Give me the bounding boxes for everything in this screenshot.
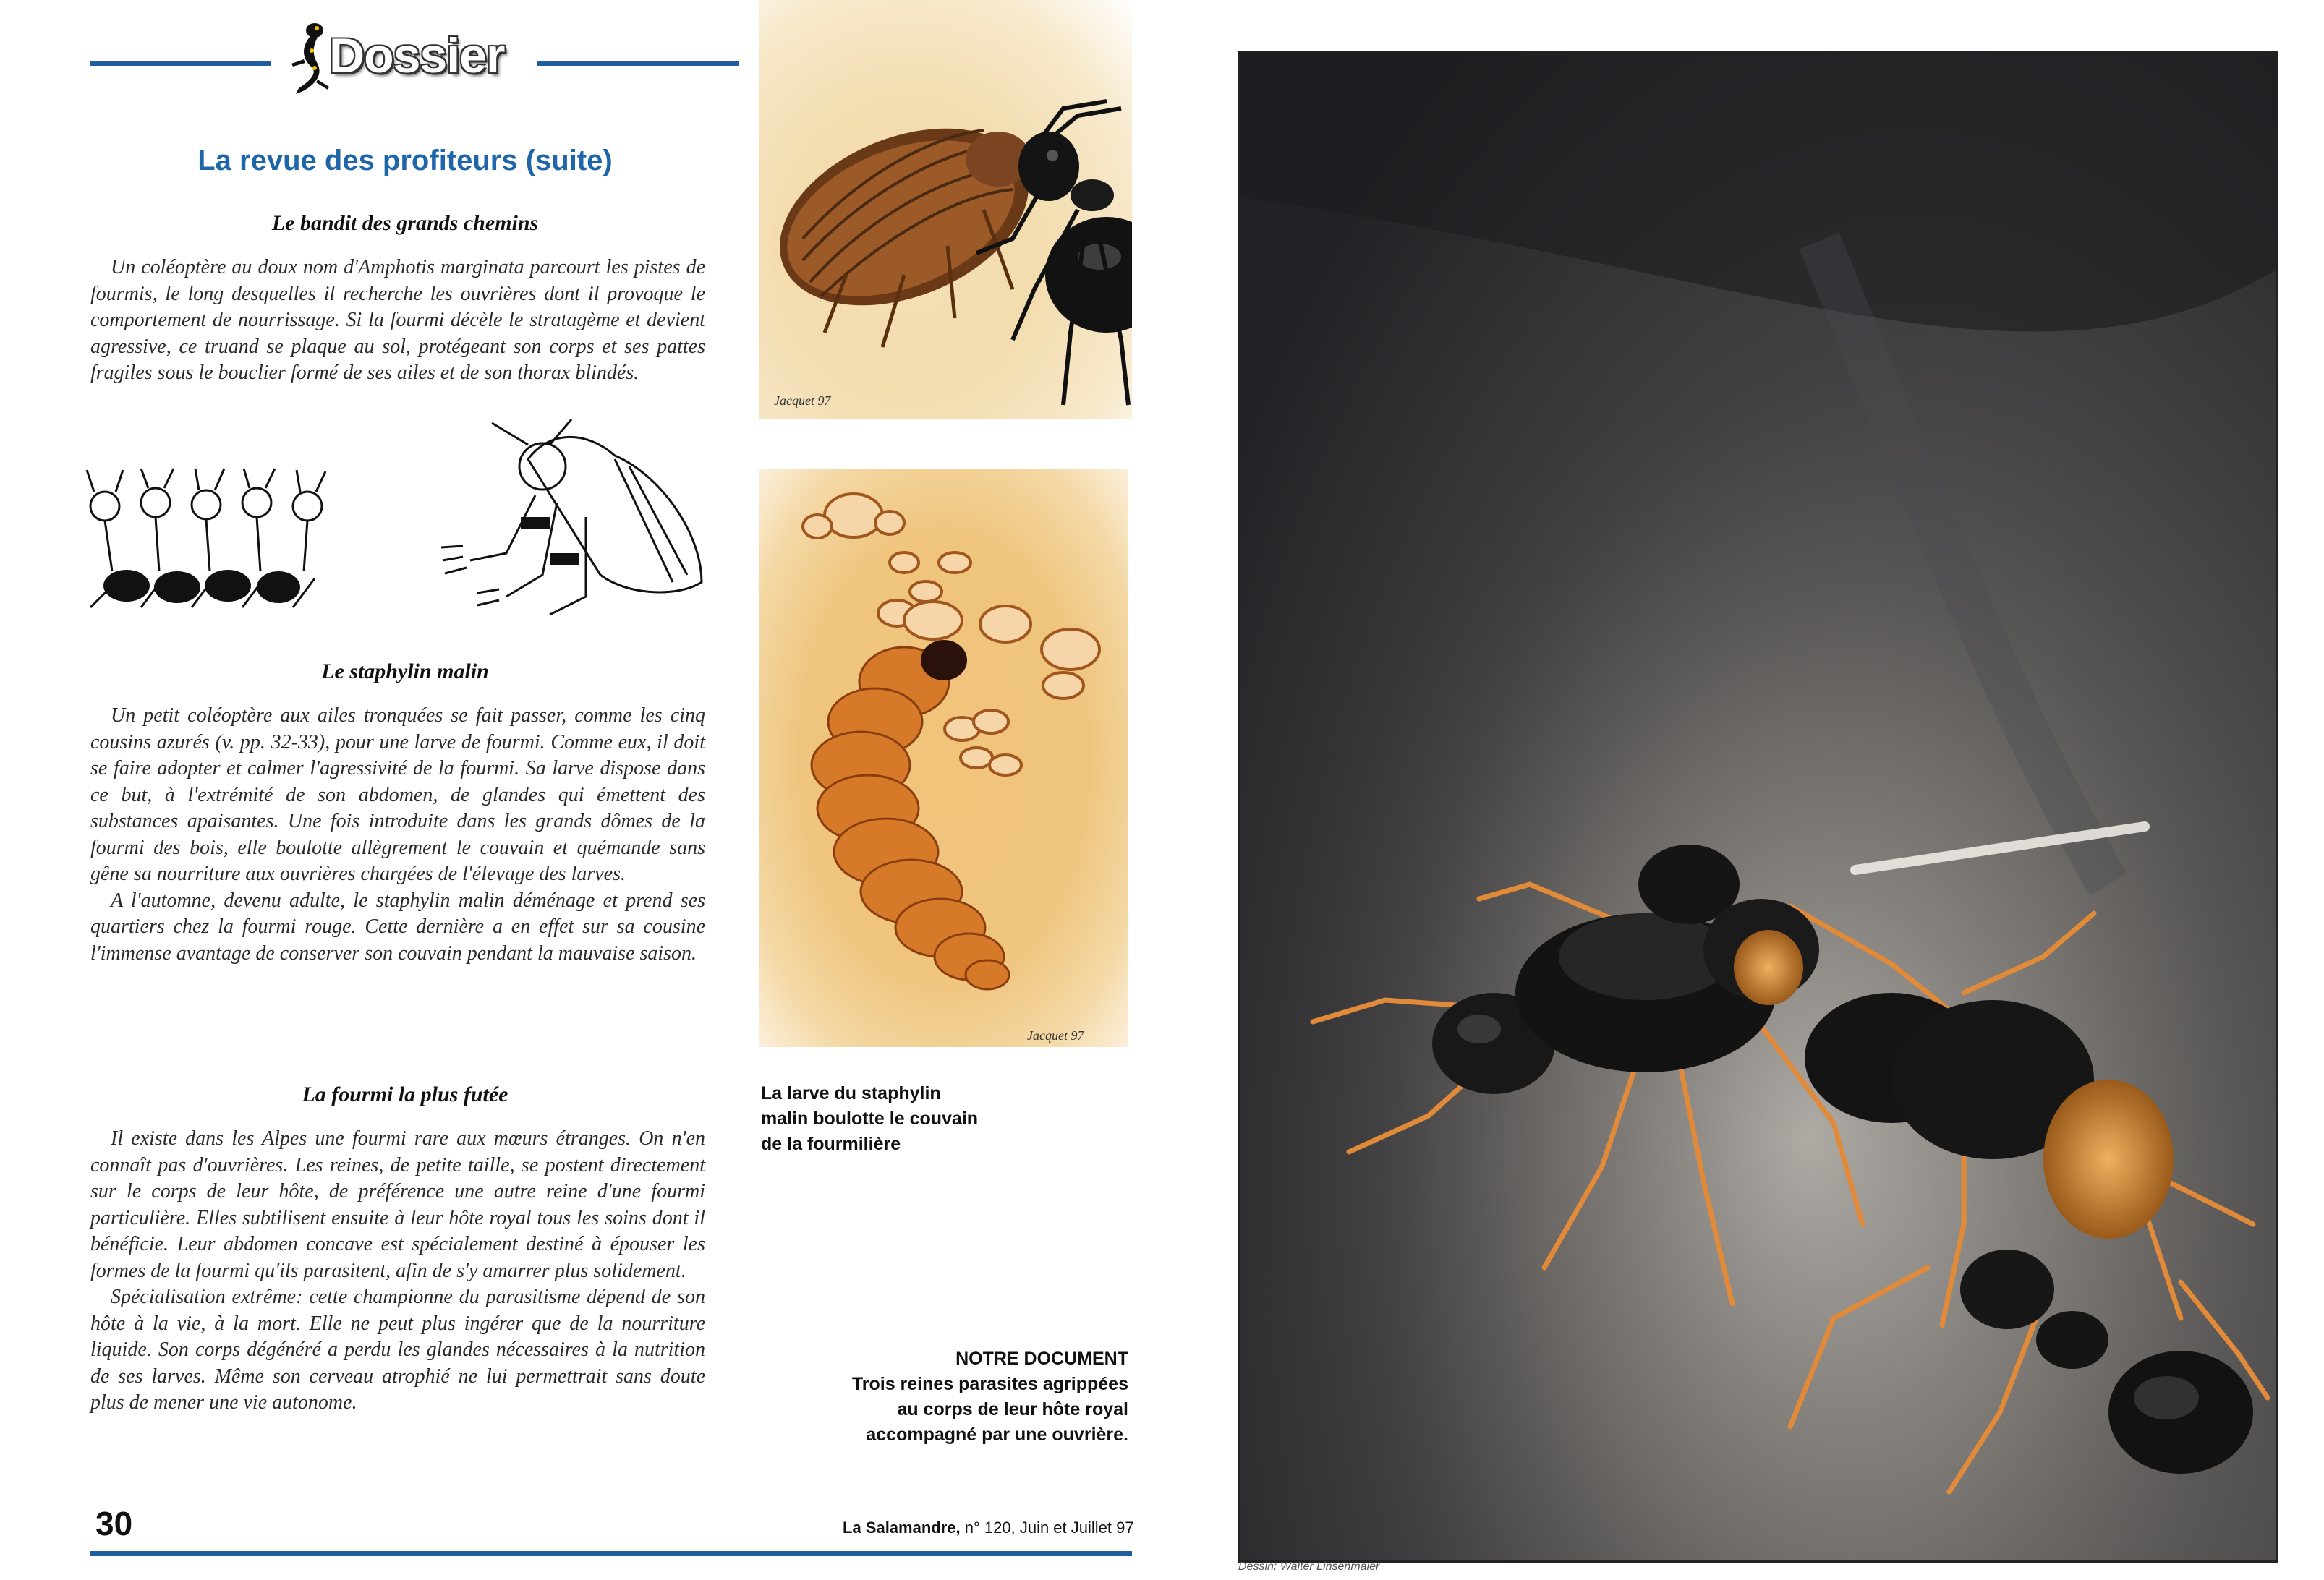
larva-caption — [761, 1081, 978, 1157]
subtitle-staphylin: Le staphylin malin — [321, 659, 489, 683]
parasite-queens-plate — [1238, 51, 2278, 1563]
caption-heading: NOTRE DOCUMENT — [955, 1349, 1128, 1369]
paragraph: A l'automne, devenu adulte, le staphylin malin déménage et prend ses quartiers chez la fourmi rouge. Cette dernière a en effet sur sa cousine l'immense avantage de conserver son couvain pendant la mauvaise saison. — [90, 889, 705, 965]
paragraph: Un coléoptère au doux nom d'Amphotis marginata parcourt les pistes de fourmis, le long desquelles il recherche les ouvrières dont il provoque le comportement de nourrissage. Si la fourmi décèle le stratagème et devient agressive, ce truand se plaque au sol, protégeant son corps et ses pattes fragiles sous le bouclier formé de ses ailes et de son thorax blindés. — [90, 256, 705, 384]
section-logo: Dossier — [329, 28, 505, 83]
header-rule-left — [90, 61, 271, 66]
magazine-reference — [843, 1519, 1134, 1537]
paragraph: Spécialisation extrême: cette championne du parasitisme dépend de son hôte à la vie, à la mort. Elle ne peut plus ingérer que de la nourriture liquide. Son corps dégénéré a perdu les glandes nécessaires à la nutrition de ses larves. Même son cerveau atrophié ne lui permettrait sans doute plus de mener une vie autonome. — [90, 1286, 705, 1414]
svg-text:Jacquet 97: Jacquet 97 — [1027, 1028, 1084, 1043]
magazine-name: La Salamandre, — [843, 1519, 961, 1537]
illustration-credit: Dessin: Walter Linsenmaier — [1238, 1560, 1380, 1573]
text-fourmi-futee — [90, 1126, 705, 1417]
caption-line: accompagné par une ouvrière. — [866, 1425, 1128, 1445]
caption-line: malin boulotte le couvain — [761, 1109, 979, 1129]
staphylin-larva-illustration — [759, 469, 1128, 1047]
header-rule-right — [537, 61, 739, 66]
paragraph: Un petit coléoptère aux ailes tronquées se fait passer, comme les cinq cousins azurés (v. pp. 32-33), pour une larve de fourmi. Comme eux, il doit se faire adopter et calmer l'agressivité de la fourmi. Sa larve dispose dans ce but, à l'extrémité de son abdomen, de glandes qui émettent des substances apaisantes. Une fois introduite dans les grands dômes de la fourmi des bois, elle boulotte allègrement le couvain et quémande sans gêne sa nourriture aux ouvrières chargées de l'élevage des larves. — [90, 704, 705, 885]
beetle-and-ant-illustration — [759, 0, 1132, 419]
caption-line: Trois reines parasites agrippées — [851, 1374, 1128, 1394]
svg-text:Jacquet 97: Jacquet 97 — [774, 393, 831, 408]
text-bandit — [90, 255, 705, 387]
document-caption — [796, 1346, 1128, 1448]
caption-line: de la fourmilière — [761, 1134, 901, 1154]
subtitle-bandit: Le bandit des grands chemins — [271, 211, 539, 235]
text-staphylin — [90, 703, 705, 967]
beetle-defending-drawing — [441, 416, 723, 625]
magazine-issue: n° 120, Juin et Juillet 97 — [960, 1519, 1134, 1537]
footer-rule — [90, 1551, 1132, 1556]
caption-line: La larve du staphylin — [761, 1083, 941, 1103]
article-title: La revue des profiteurs (suite) — [197, 145, 613, 176]
paragraph: Il existe dans les Alpes une fourmi rare aux mœurs étranges. On n'en connaît pas d'ouvrières. Les reines, de petite taille, se postent directement sur le corps de leur hôte, de préférence une autre reine d'une fourmi particulière. Elles subtilisent ensuite à leur hôte royal tous les soins dont il bénéficie. Leur abdomen concave est spécialement destiné à épouser les formes de la fourmi qu'ils parasitent, afin de s'y amarrer plus solidement. — [90, 1127, 705, 1282]
ants-crowd-drawing — [76, 463, 336, 622]
caption-line: au corps de leur hôte royal — [897, 1399, 1128, 1419]
subtitle-fourmi-futee: La fourmi la plus futée — [302, 1082, 508, 1106]
page-number: 30 — [95, 1505, 133, 1542]
